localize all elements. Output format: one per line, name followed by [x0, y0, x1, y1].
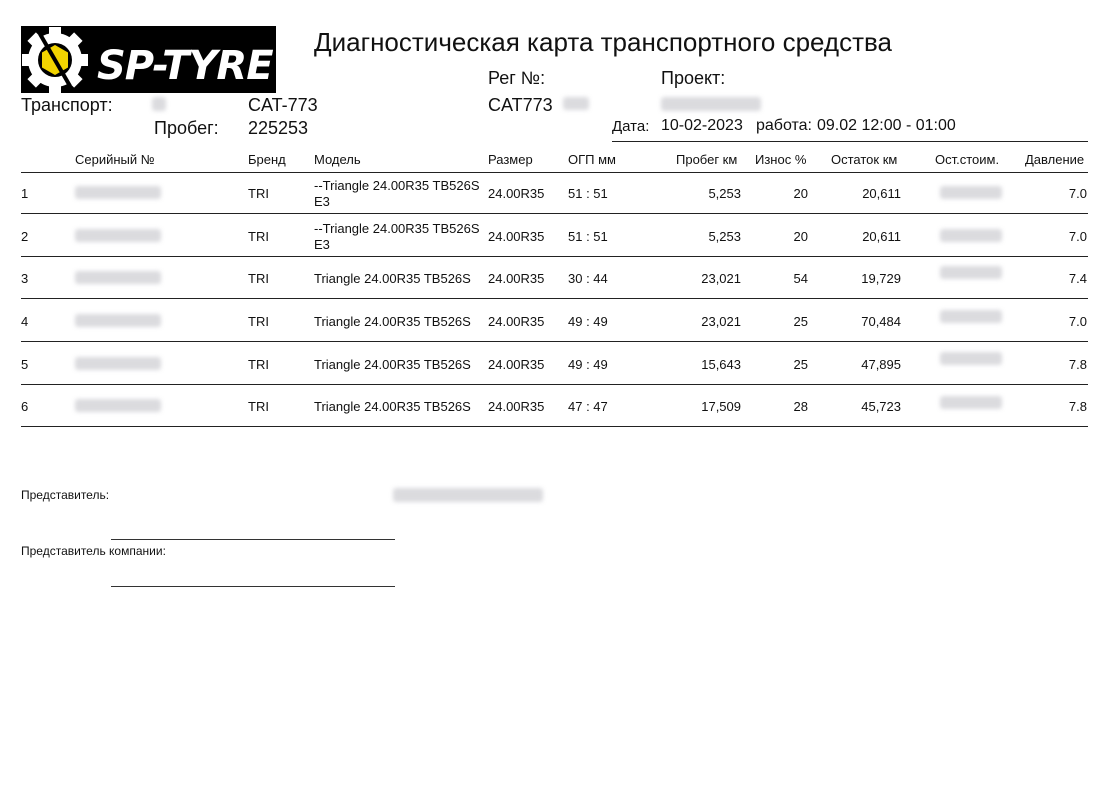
cell-brand: TRI — [248, 399, 269, 414]
redacted-field — [563, 97, 589, 110]
cell-size: 24.00R35 — [488, 271, 545, 286]
date-value: 10-02-2023 — [661, 117, 743, 134]
redacted-serial — [75, 357, 161, 370]
cell-ogp: 51 : 51 — [568, 186, 608, 201]
row-divider — [21, 256, 1088, 257]
cell-pressure: 7.4 — [1068, 271, 1087, 286]
row-number: 6 — [21, 399, 29, 414]
redacted-cost — [940, 310, 1002, 323]
cell-pressure: 7.8 — [1068, 357, 1087, 372]
cell-wear: 20 — [793, 229, 808, 244]
redacted-cost — [940, 186, 1002, 199]
cell-wear: 25 — [793, 314, 808, 329]
redacted-cost — [940, 396, 1002, 409]
redacted-name — [393, 488, 543, 502]
redacted-serial — [75, 229, 161, 242]
cell-mileage: 23,021 — [701, 271, 741, 286]
row-divider — [21, 298, 1088, 299]
redacted-cost — [940, 229, 1002, 242]
cell-remain: 20,611 — [862, 229, 901, 244]
cell-remain: 19,729 — [861, 271, 901, 286]
cell-model: Triangle 24.00R35 TB526S — [314, 357, 471, 372]
cell-remain: 47,895 — [861, 357, 901, 372]
representative-label: Представитель: — [21, 488, 110, 502]
col-header-remain: Остаток км — [831, 152, 898, 167]
cell-size: 24.00R35 — [488, 357, 545, 372]
cell-pressure: 7.0 — [1068, 186, 1087, 201]
row-number: 5 — [21, 357, 29, 372]
cell-model: Triangle 24.00R35 TB526S — [314, 399, 471, 414]
row-divider — [21, 213, 1088, 214]
redacted-serial — [75, 314, 161, 327]
row-number: 4 — [21, 314, 29, 329]
cell-remain: 70,484 — [861, 314, 901, 329]
cell-mileage: 15,643 — [701, 357, 741, 372]
cell-ogp: 49 : 49 — [568, 314, 608, 329]
gear-icon — [21, 26, 276, 93]
project-label: Проект: — [661, 68, 726, 88]
redacted-field — [661, 97, 761, 111]
col-header-brand: Бренд — [248, 152, 286, 167]
col-header-serial: Серийный № — [75, 152, 155, 167]
cell-mileage: 17,509 — [701, 399, 741, 414]
redacted-serial — [75, 399, 161, 412]
signature-line — [111, 539, 395, 540]
header-divider — [612, 141, 1088, 142]
cell-wear: 20 — [793, 186, 808, 201]
cell-mileage: 23,021 — [701, 314, 741, 329]
redacted-cost — [940, 352, 1002, 365]
reg-label: Рег №: — [488, 68, 546, 88]
cell-pressure: 7.0 — [1068, 229, 1087, 244]
cell-pressure: 7.8 — [1068, 399, 1087, 414]
col-header-pressure: Давление — [1025, 152, 1085, 167]
cell-model: --Triangle 24.00R35 TB526S — [314, 178, 480, 193]
cell-ogp: 30 : 44 — [568, 271, 608, 286]
cell-mileage: 5,253 — [708, 229, 741, 244]
cell-remain: 20,611 — [862, 186, 901, 201]
cell-mileage: 5,253 — [708, 186, 741, 201]
row-divider — [21, 341, 1088, 342]
row-number: 1 — [21, 186, 29, 201]
cell-remain: 45,723 — [861, 399, 901, 414]
table-rule — [21, 172, 1088, 173]
work-value: 09.02 12:00 - 01:00 — [817, 117, 956, 134]
cell-model: Triangle 24.00R35 TB526S — [314, 271, 471, 286]
cell-model-line2: E3 — [314, 194, 330, 209]
row-number: 3 — [21, 271, 29, 286]
cell-brand: TRI — [248, 186, 269, 201]
cell-ogp: 47 : 47 — [568, 399, 608, 414]
signature-line — [111, 586, 395, 587]
col-header-ogp: ОГП мм — [568, 152, 616, 167]
reg-value: CAT773 — [488, 95, 553, 115]
cell-size: 24.00R35 — [488, 229, 545, 244]
cell-ogp: 51 : 51 — [568, 229, 608, 244]
col-header-model: Модель — [314, 152, 361, 167]
row-number: 2 — [21, 229, 29, 244]
transport-label: Транспорт: — [21, 95, 113, 115]
redacted-serial — [75, 186, 161, 199]
cell-wear: 25 — [793, 357, 808, 372]
company-logo — [21, 26, 276, 93]
cell-pressure: 7.0 — [1068, 314, 1087, 329]
col-header-wear: Износ % — [755, 152, 807, 167]
cell-brand: TRI — [248, 229, 269, 244]
row-divider — [21, 384, 1088, 385]
transport-value: CAT-773 — [248, 95, 318, 115]
work-label: работа: — [756, 117, 812, 134]
company-representative-label: Представитель компании: — [21, 544, 166, 558]
col-header-size: Размер — [488, 152, 533, 167]
cell-size: 24.00R35 — [488, 186, 545, 201]
date-label: Дата: — [612, 118, 650, 135]
cell-brand: TRI — [248, 314, 269, 329]
redacted-cost — [940, 266, 1002, 279]
cell-model: Triangle 24.00R35 TB526S — [314, 314, 471, 329]
cell-model: --Triangle 24.00R35 TB526S — [314, 221, 480, 236]
document-title: Диагностическая карта транспортного средства — [314, 27, 892, 57]
cell-ogp: 49 : 49 — [568, 357, 608, 372]
col-header-cost: Ост.стоим. — [935, 152, 1000, 167]
row-divider — [21, 426, 1088, 427]
cell-wear: 54 — [793, 271, 808, 286]
cell-size: 24.00R35 — [488, 399, 545, 414]
redacted-field — [152, 97, 166, 111]
cell-brand: TRI — [248, 271, 269, 286]
redacted-serial — [75, 271, 161, 284]
mileage-value: 225253 — [248, 118, 309, 138]
cell-wear: 28 — [793, 399, 808, 414]
mileage-label: Пробег: — [154, 118, 219, 138]
logo-text: SP-TYRE — [97, 43, 273, 89]
cell-brand: TRI — [248, 357, 269, 372]
cell-model-line2: E3 — [314, 237, 330, 252]
col-header-mileage: Пробег км — [676, 152, 738, 167]
cell-size: 24.00R35 — [488, 314, 545, 329]
